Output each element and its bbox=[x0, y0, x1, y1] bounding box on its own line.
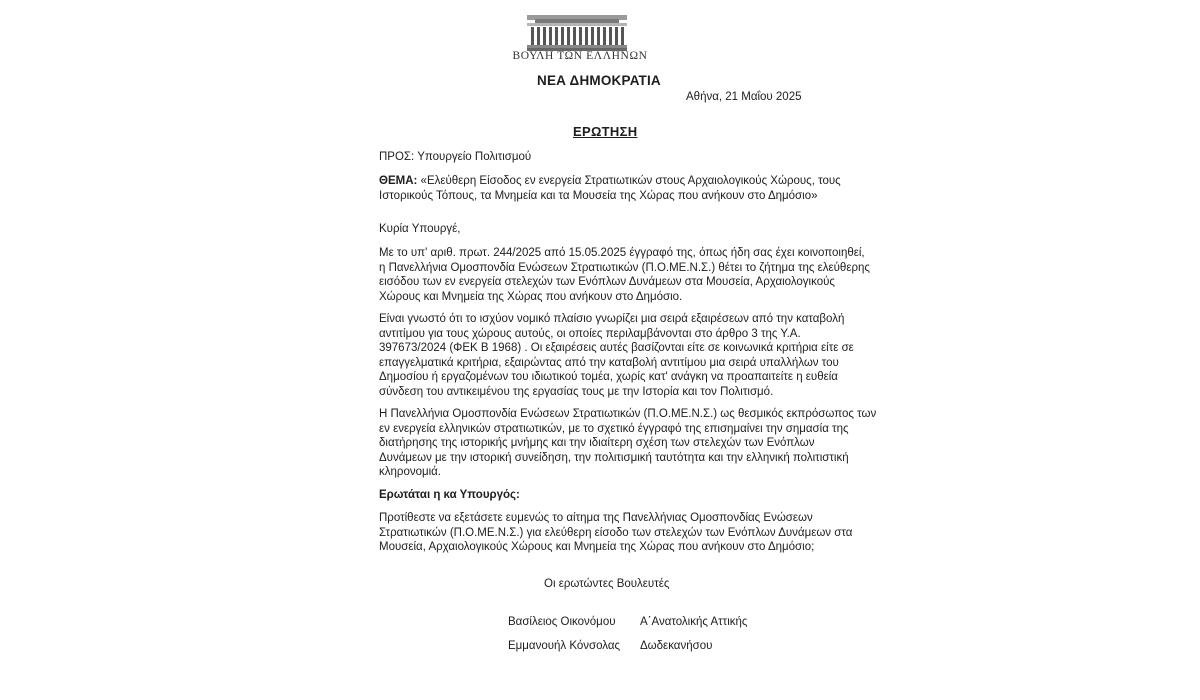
paragraph-line: Δημοσίου ή εργαζομένων του ιδιωτικού τομέα, χωρίς κατ' ανάγκη να προαπαιτείτε η ευθεία bbox=[379, 371, 838, 383]
paragraph-line: Με το υπ' αριθ. πρωτ. 244/2025 από 15.05.2025 έγγραφό της, όπως ήδη σας έχει κοινοποιηθεί, bbox=[379, 247, 865, 259]
paragraph-line: 397673/2024 (ΦΕΚ Β 1968) . Οι εξαιρέσεις αυτές βασίζονται είτε σε κοινωνικά κριτήρια είτε σε bbox=[379, 342, 854, 354]
question-line: Μουσεία, Αρχαιολογικούς Χώρους και Μνημεία της Χώρας που ανήκουν στο Δημόσιο; bbox=[379, 541, 815, 553]
paragraph-line: αντιτίμου για τους χώρους αυτούς, οι οποίες περιλαμβάνονται στο άρθρο 3 της Υ.Α. bbox=[379, 327, 801, 340]
subject-block bbox=[379, 174, 841, 203]
paragraph-line: εν ενεργεία ελληνικών στρατιωτικών, με το σχετικό έγγραφό της επισημαίνει την σημασία της bbox=[379, 422, 849, 435]
question-line: Προτίθεστε να εξετάσετε ευμενώς το αίτημα της Πανελλήνιας Ομοσπονδίας Ενώσεων bbox=[379, 512, 813, 524]
paragraph-line: κληρονομιά. bbox=[379, 466, 442, 478]
paragraph-line: η Πανελλήνια Ομοσπονδία Ενώσεων Στρατιωτικών (Π.Ο.ΜΕ.Ν.Σ.) θέτει το ζήτημα της ελεύθερης bbox=[379, 261, 870, 274]
paragraph-2 bbox=[379, 312, 854, 399]
paragraph-line: Είναι γνωστό ότι το ισχύον νομικό πλαίσιο γνωρίζει μια σειρά εξαιρέσεων από την καταβολή bbox=[379, 313, 845, 325]
paragraph-3 bbox=[379, 407, 877, 480]
paragraph-line: σύνδεση του αντικειμένου της εργασίας τους με την Ιστορία και τον Πολιτισμό. bbox=[379, 385, 774, 398]
signer-constituency: Α΄Ανατολικής Αττικής bbox=[640, 616, 748, 628]
paragraph-line: Η Πανελλήνια Ομοσπονδία Ενώσεων Στρατιωτικών (Π.Ο.ΜΕ.Ν.Σ.) ως θεσμικός εκπρόσωπος των bbox=[379, 408, 877, 420]
question-heading: Ερωτάται η κα Υπουργός: bbox=[379, 489, 520, 501]
subject-line: Ιστορικούς Τόπους, τα Μνημεία και τα Μουσεία της Χώρας που ανήκουν στο Δημόσιο» bbox=[379, 189, 818, 202]
subject-label: ΘΕΜΑ: bbox=[379, 175, 418, 187]
signer-constituency: Δωδεκανήσου bbox=[640, 640, 713, 652]
signer-name: Εμμανουήλ Κόνσολας bbox=[508, 640, 621, 652]
subject-line: «Ελεύθερη Είσοδος εν ενεργεία Στρατιωτικών στους Αρχαιολογικούς Χώρους, τους bbox=[420, 175, 841, 187]
question-paragraph bbox=[379, 511, 853, 555]
paragraph-line: διατήρησης της ιστορικής μνήμης και την ιδιαίτερη σχέση των στελεχών των Ενόπλων bbox=[379, 437, 815, 449]
document-title: ΕΡΩΤΗΣΗ bbox=[573, 124, 638, 139]
logo-caption: ΒΟΥΛΗ ΤΩΝ ΕΛΛΗΝΩΝ bbox=[512, 50, 648, 62]
signer-name: Βασίλειος Οικονόμου bbox=[508, 616, 616, 628]
paragraph-1 bbox=[379, 246, 870, 304]
salutation: Κυρία Υπουργέ, bbox=[379, 223, 461, 235]
paragraph-line: Χώρους και Μνημεία της Χώρας που ανήκουν στο Δημόσιο. bbox=[379, 290, 683, 303]
recipient-line: ΠΡΟΣ: Υπουργείο Πολιτισμού bbox=[379, 151, 532, 163]
paragraph-line: Δυνάμεων με την ιστορική συνείδηση, την πολιτισμική ταυτότητα και την ελληνική πολιτιστική bbox=[379, 451, 849, 464]
paragraph-line: επαγγελματικά κριτήρια, εξαιρώντας από την καταβολή αντιτίμου μια σειρά υπαλλήλων του bbox=[379, 356, 839, 369]
document-date: Αθήνα, 21 Μαΐου 2025 bbox=[686, 91, 802, 103]
signers-heading: Οι ερωτώντες Βουλευτές bbox=[544, 578, 670, 590]
paragraph-line: εισόδου των εν ενεργεία στελεχών των Ενόπλων Δυνάμεων στα Μουσεία, Αρχαιολογικούς bbox=[379, 276, 835, 288]
parliament-logo-icon bbox=[527, 15, 627, 51]
party-name: ΝΕΑ ΔΗΜΟΚΡΑΤΙΑ bbox=[537, 73, 661, 88]
question-line: Στρατιωτικών (Π.Ο.ΜΕ.Ν.Σ.) για ελεύθερη είσοδο των στελεχών των Ενόπλων Δυνάμεων στα bbox=[379, 526, 853, 539]
